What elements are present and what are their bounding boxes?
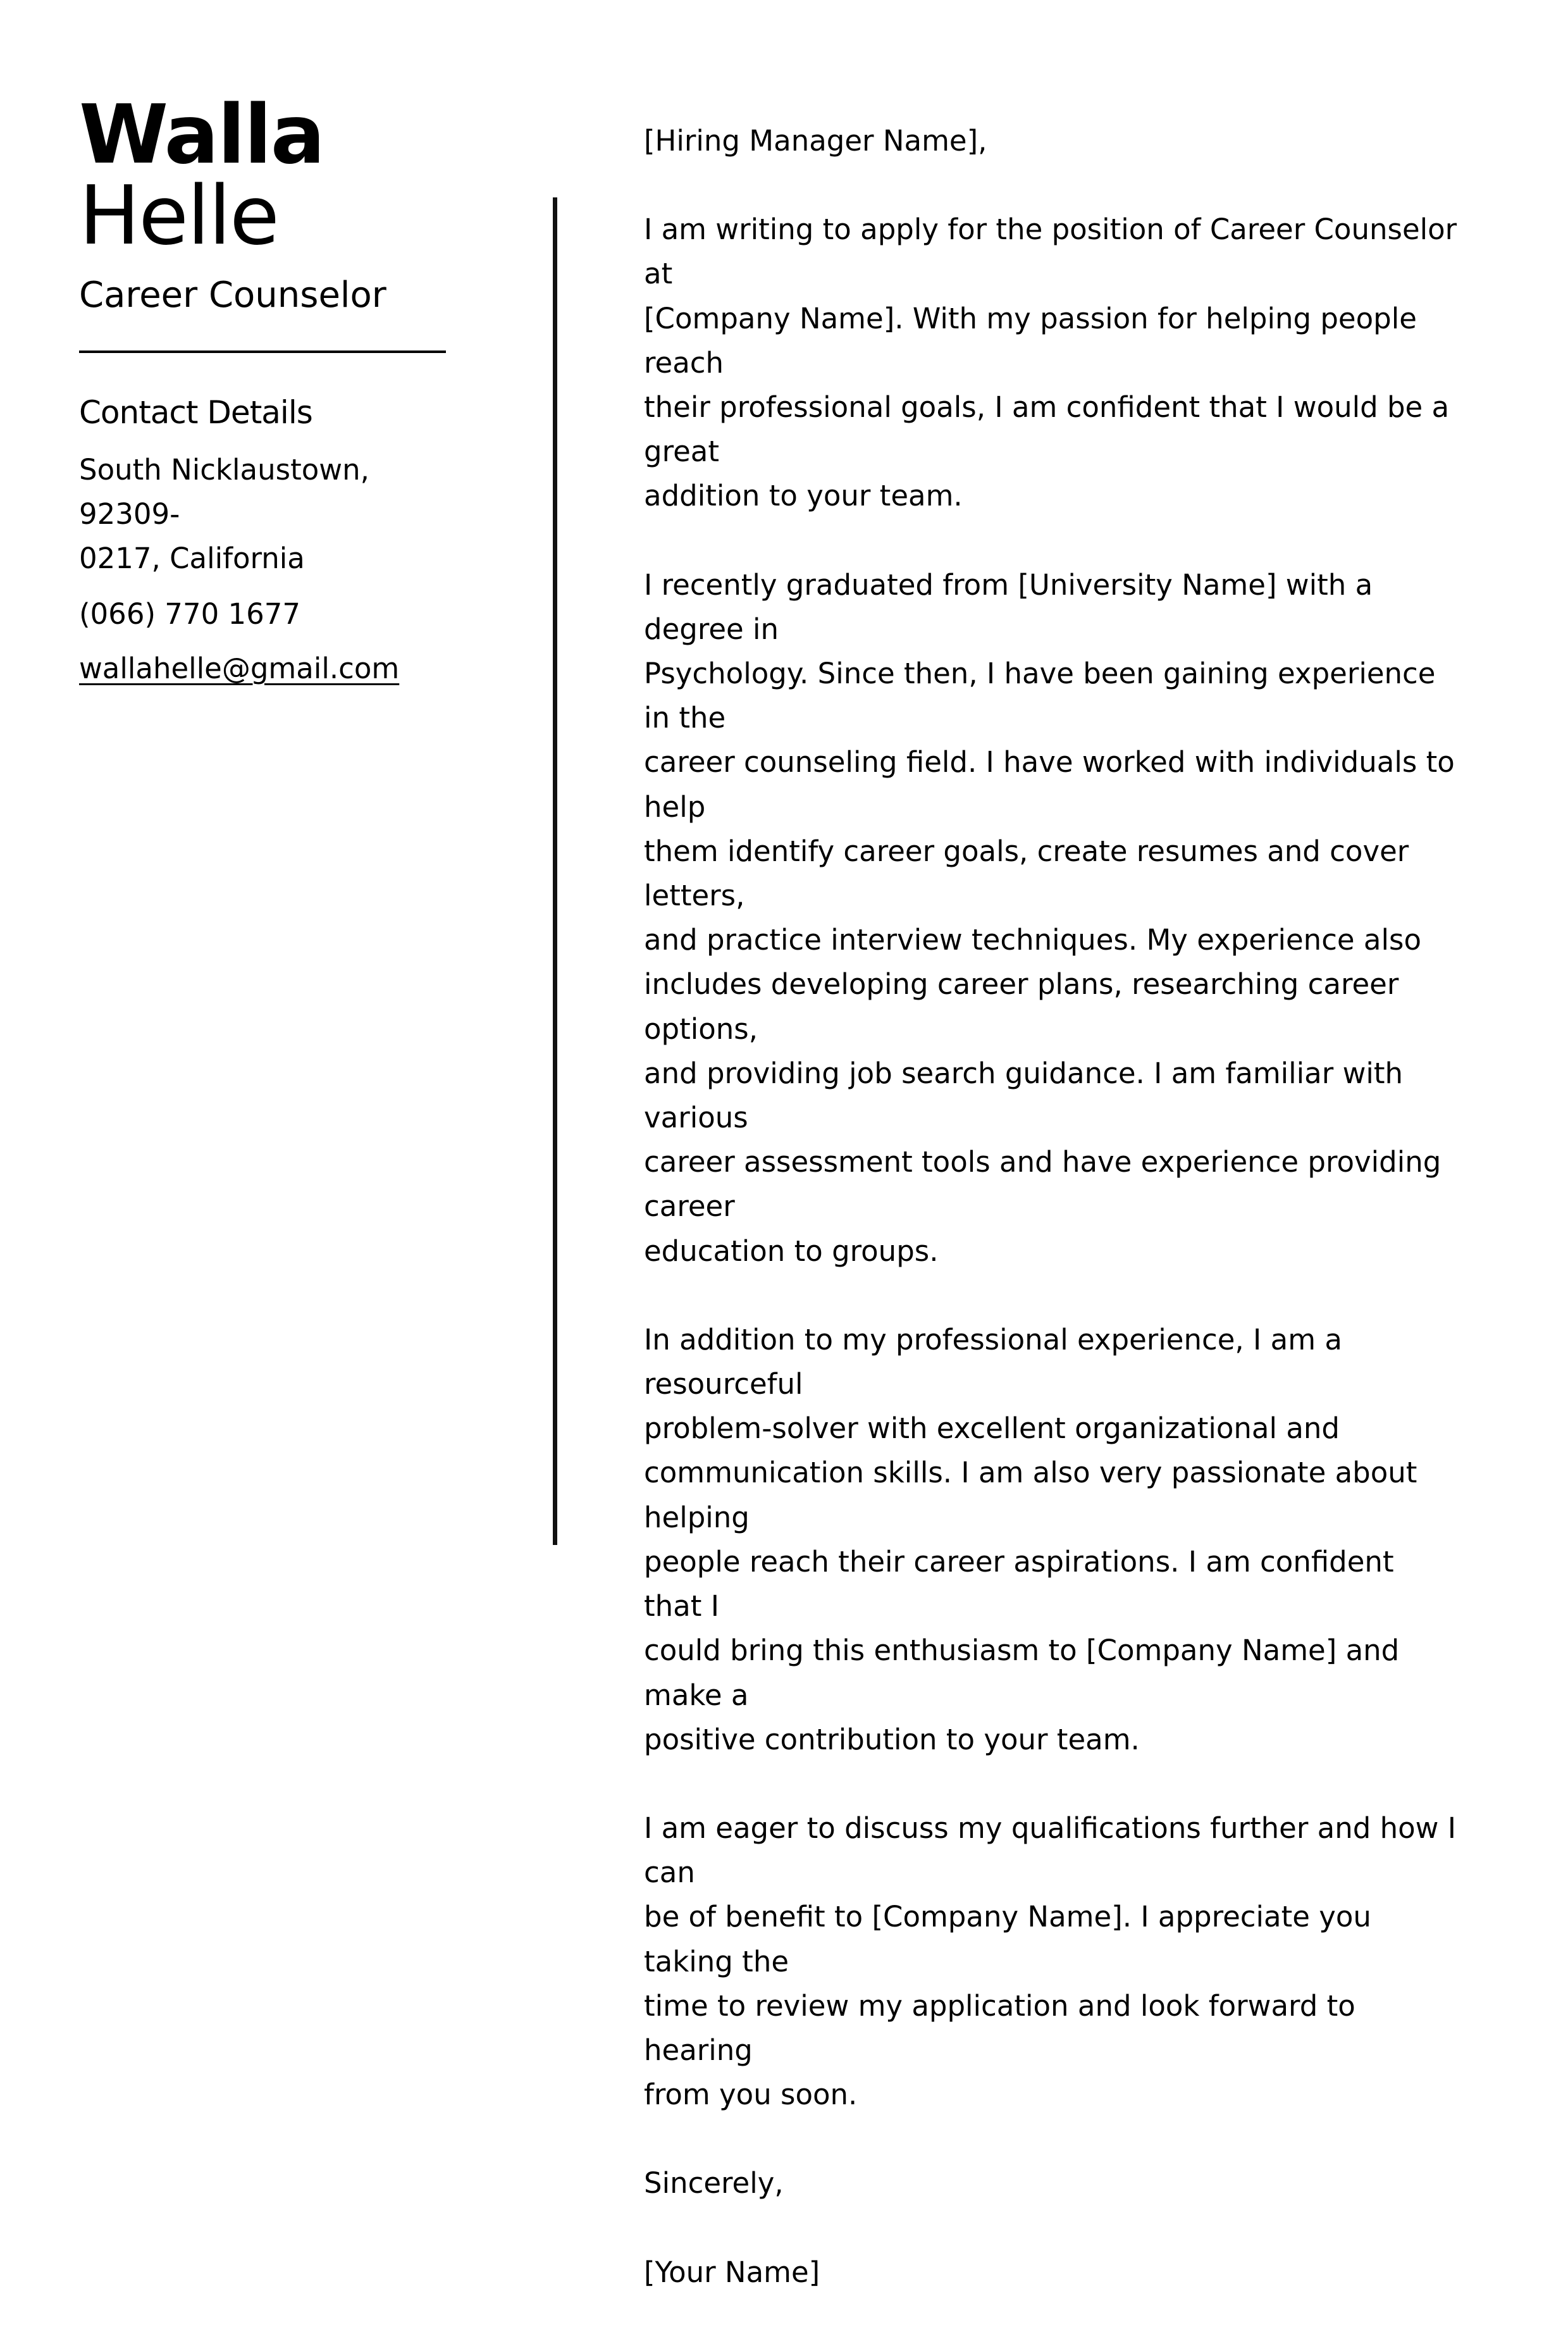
letter-salutation: [Hiring Manager Name],: [644, 124, 987, 158]
sidebar: [79, 88, 459, 691]
vertical-divider: [553, 197, 557, 1545]
header-divider: [79, 351, 446, 353]
letter-paragraph: I am eager to discuss my qualifications further and how I can be of benefit to [Company Name]. I appreciate you taking the time to review my application and look forward to hearing from you soon.: [644, 1811, 1457, 2112]
contact-heading: Contact Details: [79, 394, 312, 431]
last-name: Helle: [79, 169, 278, 263]
letter-paragraph: I am writing to apply for the position of Career Counselor at [Company Name]. With my passion for helping people reach their professional goals, I am confident that I would be a great addition to your team.: [644, 213, 1457, 513]
contact-address: South Nicklaustown, 92309- 0217, California: [79, 453, 369, 575]
first-name: Walla: [79, 88, 324, 182]
letter-signature: [Your Name]: [644, 2255, 820, 2289]
contact-phone: (066) 770 1677: [79, 597, 301, 631]
letter-closing: Sincerely,: [644, 2166, 784, 2200]
letter-paragraph: In addition to my professional experience, I am a resourceful problem-solver with excellent organizational and communication skills. I am also very passionate about helping people reach their career aspirations. I am confident that I could bring this enthusiasm to [Company Name] and make a positive contribution to your team.: [644, 1322, 1417, 1756]
letter-body: [644, 119, 1460, 2339]
job-title: Career Counselor: [79, 275, 386, 316]
contact-email-link[interactable]: wallahelle@gmail.com: [79, 652, 400, 685]
letter-paragraph: I recently graduated from [University Name] with a degree in Psychology. Since then, I have been gaining experience in the career counseling field. I have worked with individuals to help them identify career goals, create resumes and cover letters, and practice interview techniques. My experience also includes developing career plans, researching career options, and providing job search guidance. I am familiar with various career assessment tools and have experience providing career education to groups.: [644, 568, 1455, 1268]
